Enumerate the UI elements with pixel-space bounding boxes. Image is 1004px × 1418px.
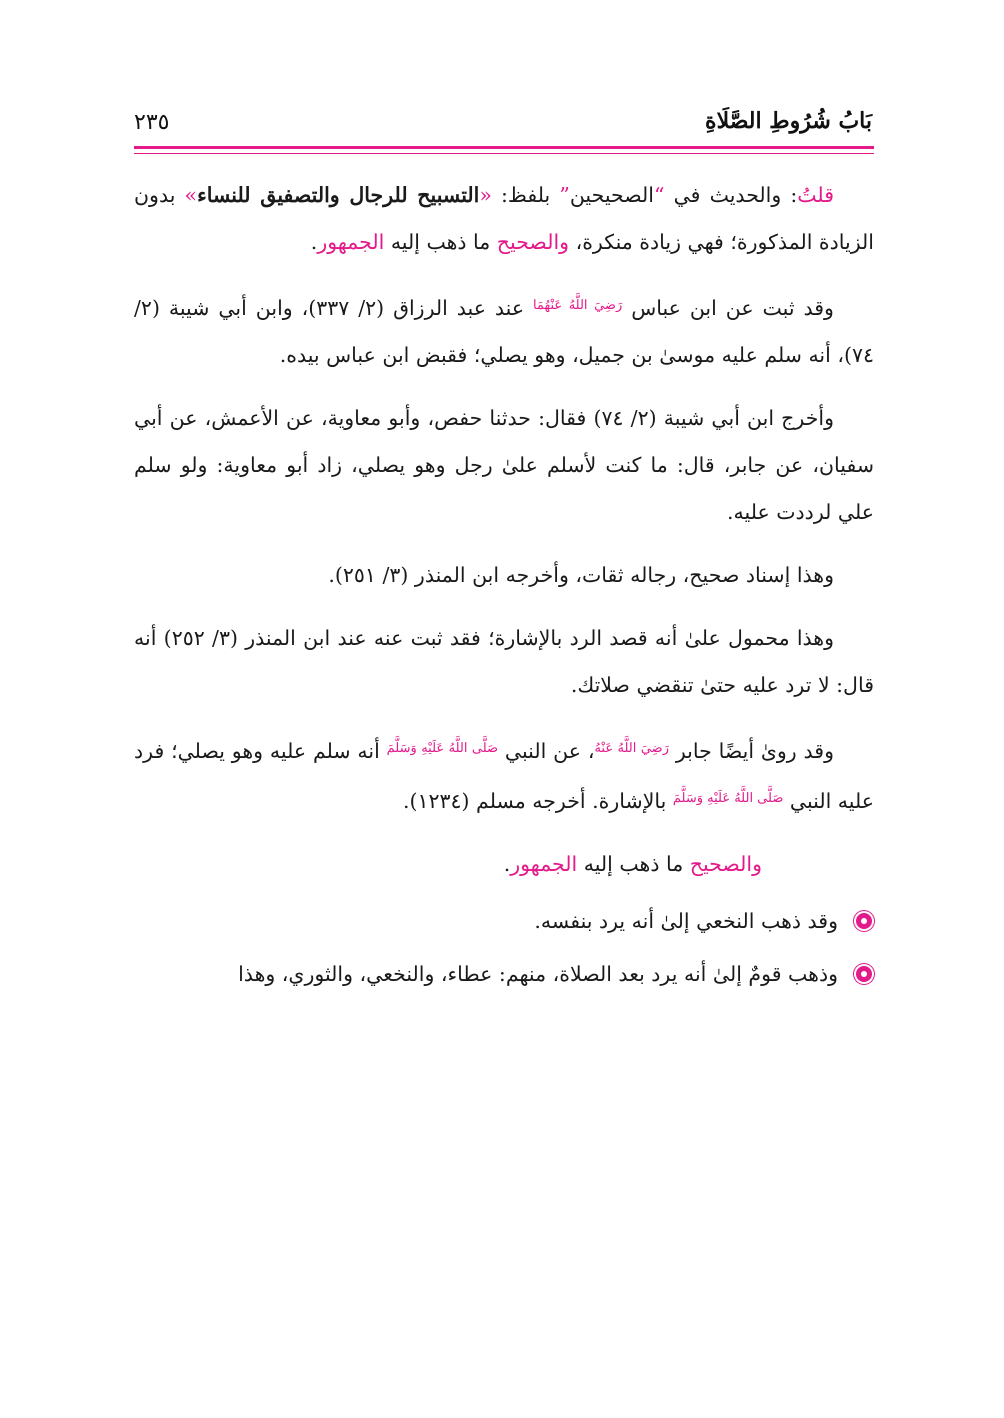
text: وقد روىٰ أيضًا جابر xyxy=(669,739,835,763)
text: : والحديث في xyxy=(664,183,798,207)
header-rule-thick xyxy=(134,146,874,149)
paragraph-ibn-abi-shayba: وأخرج ابن أبي شيبة (٢/ ٧٤) فقال: حدثنا حفص، وأبو معاوية، عن الأعمش، عن أبي سفيان، عن جابر، قال: ما كنت لأسلم علىٰ رجل وهو يصلي، زاد أبو معاوية: ولو سلم علي لرددت عليه. xyxy=(134,406,874,524)
jumhur-keyword: الجمهور xyxy=(510,852,578,876)
flower-ornament-icon xyxy=(854,911,874,931)
text: عند عبد الرزاق (٢/ ٣٣٧)، وابن أبي شيبة (٢/ ٧٤)، أنه سلم عليه موسىٰ بن جميل، وهو يصلي؛ فقبض ابن عباس بيده. xyxy=(134,296,874,367)
bullet-text: وذهب قومٌ إلىٰ أنه يرد بعد الصلاة، منهم: عطاء، والنخعي، والثوري، وهذا xyxy=(238,962,838,986)
text: بدون الزيادة المذكورة؛ فهي زيادة منكرة، xyxy=(134,183,874,254)
bullet-item xyxy=(134,951,874,998)
sahih-keyword: والصحيح xyxy=(689,852,762,876)
sahihayn-title: الصحيحين xyxy=(569,183,654,207)
flower-ornament-icon xyxy=(854,964,874,984)
text: بالإشارة. أخرجه مسلم (١٢٣٤). xyxy=(402,789,673,813)
text: بلفظ: xyxy=(491,183,560,207)
text: وقد ثبت عن ابن عباس xyxy=(622,296,834,320)
chapter-title: بَابُ شُرُوطِ الصَّلَاةِ xyxy=(705,108,872,134)
text: ما ذهب إليه xyxy=(384,230,497,254)
header-rule-thin xyxy=(134,153,874,154)
text: . xyxy=(310,230,318,254)
bullet-item xyxy=(134,898,874,945)
qult-label: قلتُ xyxy=(797,183,835,207)
jumhur-keyword: الجمهور xyxy=(317,230,385,254)
guillemet-open: « xyxy=(479,183,492,207)
bullet-text: وقد ذهب النخعي إلىٰ أنه يرد بنفسه. xyxy=(534,909,838,933)
text: . xyxy=(503,852,511,876)
paragraph-interpretation: وهذا محمول علىٰ أنه قصد الرد بالإشارة؛ فقد ثبت عنه عند ابن المنذر (٣/ ٢٥٢) أنه قال: لا ترد عليه حتىٰ تنقضي صلاتك. xyxy=(134,626,874,697)
hadith-text: التسبيح للرجال والتصفيق للنساء xyxy=(197,183,480,207)
sahih-keyword: والصحيح xyxy=(496,230,570,254)
honorific-glyph: رَضِيَ اللَّهُ عَنْهُ xyxy=(594,741,669,756)
paragraph-qult xyxy=(134,172,874,266)
guillemet-close: » xyxy=(184,183,198,207)
page-body xyxy=(134,172,874,1004)
quote-close: ” xyxy=(559,183,570,207)
text: ، عن النبي xyxy=(498,739,595,763)
paragraph-isnad: وهذا إسناد صحيح، رجاله ثقات، وأخرجه ابن المنذر (٣/ ٢٥١). xyxy=(328,563,834,587)
salawat-glyph: صَلَّى اللَّهُ عَلَيْهِ وَسَلَّمَ xyxy=(386,741,499,756)
page-header xyxy=(134,108,872,144)
conclusion-line xyxy=(134,841,874,888)
paragraph-jabir xyxy=(134,725,874,825)
text: ما ذهب إليه xyxy=(577,852,690,876)
honorific-glyph: رَضِيَ اللَّهُ عَنْهُمَا xyxy=(533,298,623,313)
text: أنه سلم عليه وهو يصلي؛ فرد عليه النبي xyxy=(134,739,874,813)
quote-open: “ xyxy=(654,183,665,207)
page-number: ٢٣٥ xyxy=(134,110,170,135)
salawat-glyph: صَلَّى اللَّهُ عَلَيْهِ وَسَلَّمَ xyxy=(672,791,784,806)
paragraph-ibn-abbas xyxy=(134,282,874,379)
